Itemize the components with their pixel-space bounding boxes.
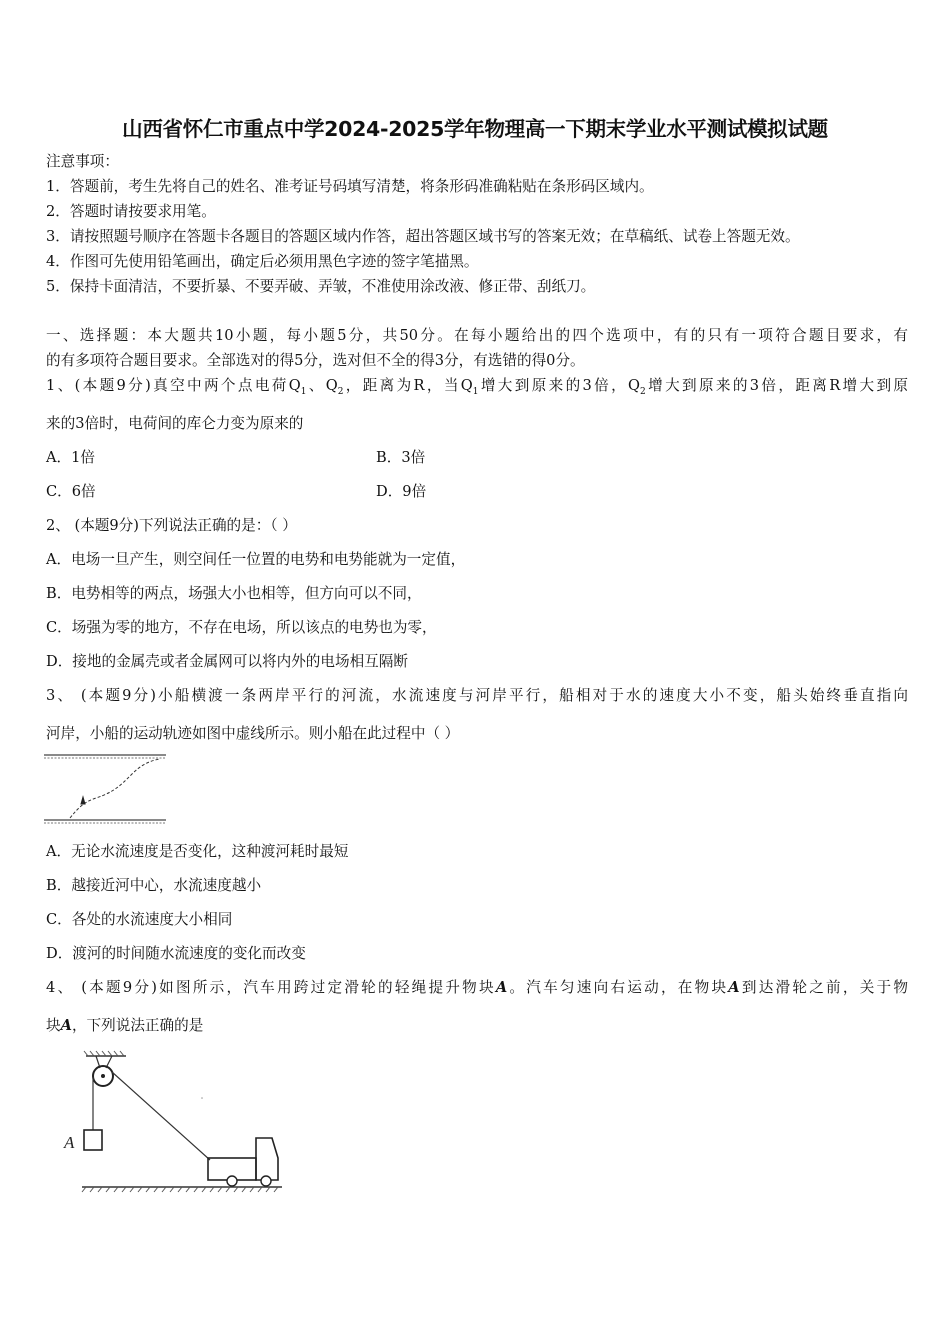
- notice-item: 4．作图可先使用铅笔画出，确定后必须用黑色字迹的签字笔描黑。: [46, 253, 479, 270]
- section-intro-line-1: 一、选择题：本大题共10小题，每小题5分，共50分。在每小题给出的四个选项中，有的只有一项符合题目要求，有: [46, 327, 908, 344]
- q2-option-a: A．电场一旦产生，则空间任一位置的电势和电势能就为一定值，: [46, 551, 466, 568]
- q1-stem-line-2: 来的3倍时，电荷间的库仑力变为原来的: [46, 415, 304, 432]
- lower-riverbank: [44, 820, 166, 823]
- notice-item: 1．答题前，考生先将自己的姓名、准考证号码填写清楚，将条形码准确粘贴在条形码区域内。: [46, 178, 654, 195]
- notice-item: 2．答题时请按要求用笔。: [46, 203, 216, 220]
- q3-option-b: B．越接近河中心，水流速度越小: [46, 877, 262, 894]
- notice-heading: 注意事项：: [46, 153, 119, 170]
- specks: [201, 1097, 203, 1099]
- q1-option-a: A．1倍: [46, 449, 96, 466]
- q3-stem-line-2: 河岸，小船的运动轨迹如图中虚线所示。则小船在此过程中（ ）: [46, 725, 460, 742]
- truck-icon: [208, 1138, 278, 1186]
- rope-to-truck: [112, 1072, 210, 1160]
- boat-trajectory: [70, 759, 160, 818]
- q3-option-c: C．各处的水流速度大小相同: [46, 911, 233, 928]
- notice-item: 5．保持卡面清洁，不要折暴、不要弄破、弄皱，不准使用涂改液、修正带、刮纸刀。: [46, 278, 596, 295]
- block-a: [84, 1130, 102, 1150]
- q4-stem-line-1: 4、 (本题9分)如图所示，汽车用跨过定滑轮的轻绳提升物块A。汽车匀速向右运动，在物块A到达滑轮之前，关于物: [46, 979, 908, 996]
- notice-item: 3．请按照题号顺序在答题卡各题目的答题区域内作答，超出答题区域书写的答案无效；在草稿纸、试卷上答题无效。: [46, 228, 800, 245]
- boat-icon: [81, 797, 85, 804]
- q3-option-d: D．渡河的时间随水流速度的变化而改变: [46, 945, 306, 962]
- q1-option-b: B．3倍: [376, 449, 426, 466]
- ground-line: [82, 1187, 282, 1192]
- q4-stem-line-2: 块A，下列说法正确的是: [46, 1017, 204, 1034]
- q3-stem-line-1: 3、 (本题9分)小船横渡一条两岸平行的河流，水流速度与河岸平行，船相对于水的速度大小不变，船头始终垂直指向: [46, 687, 908, 704]
- river-crossing-figure: [44, 752, 168, 828]
- pulley-wheel: [93, 1066, 113, 1086]
- q2-stem: 2、 (本题9分)下列说法正确的是：（ ）: [46, 517, 297, 534]
- section-intro-line-2: 的有多项符合题目要求。全部选对的得5分，选对但不全的得3分，有选错的得0分。: [46, 352, 585, 369]
- q1-stem-line-1: 1、(本题9分)真空中两个点电荷$Q_1$、$Q_2$，距离为R，当$Q_1$增大到原来的3倍，$Q_2$增大到原来的3倍，距离R增大到原: [46, 377, 908, 397]
- pulley-truck-figure: [60, 1050, 284, 1196]
- q1-option-c: C．6倍: [46, 483, 96, 500]
- page-title: 山西省怀仁市重点中学2024-2025学年物理高一下期末学业水平测试模拟试题: [122, 117, 828, 141]
- q3-option-a: A．无论水流速度是否变化，这种渡河耗时最短: [46, 843, 349, 860]
- q2-option-b: B．电势相等的两点，场强大小也相等，但方向可以不同，: [46, 585, 422, 602]
- q2-option-c: C．场强为零的地方，不存在电场，所以该点的电势也为零，: [46, 619, 437, 636]
- block-a-label: A: [64, 1133, 75, 1152]
- q2-option-d: D．接地的金属壳或者金属网可以将内外的电场相互隔断: [46, 653, 408, 670]
- q1-option-d: D．9倍: [376, 483, 427, 500]
- upper-riverbank: [44, 755, 166, 758]
